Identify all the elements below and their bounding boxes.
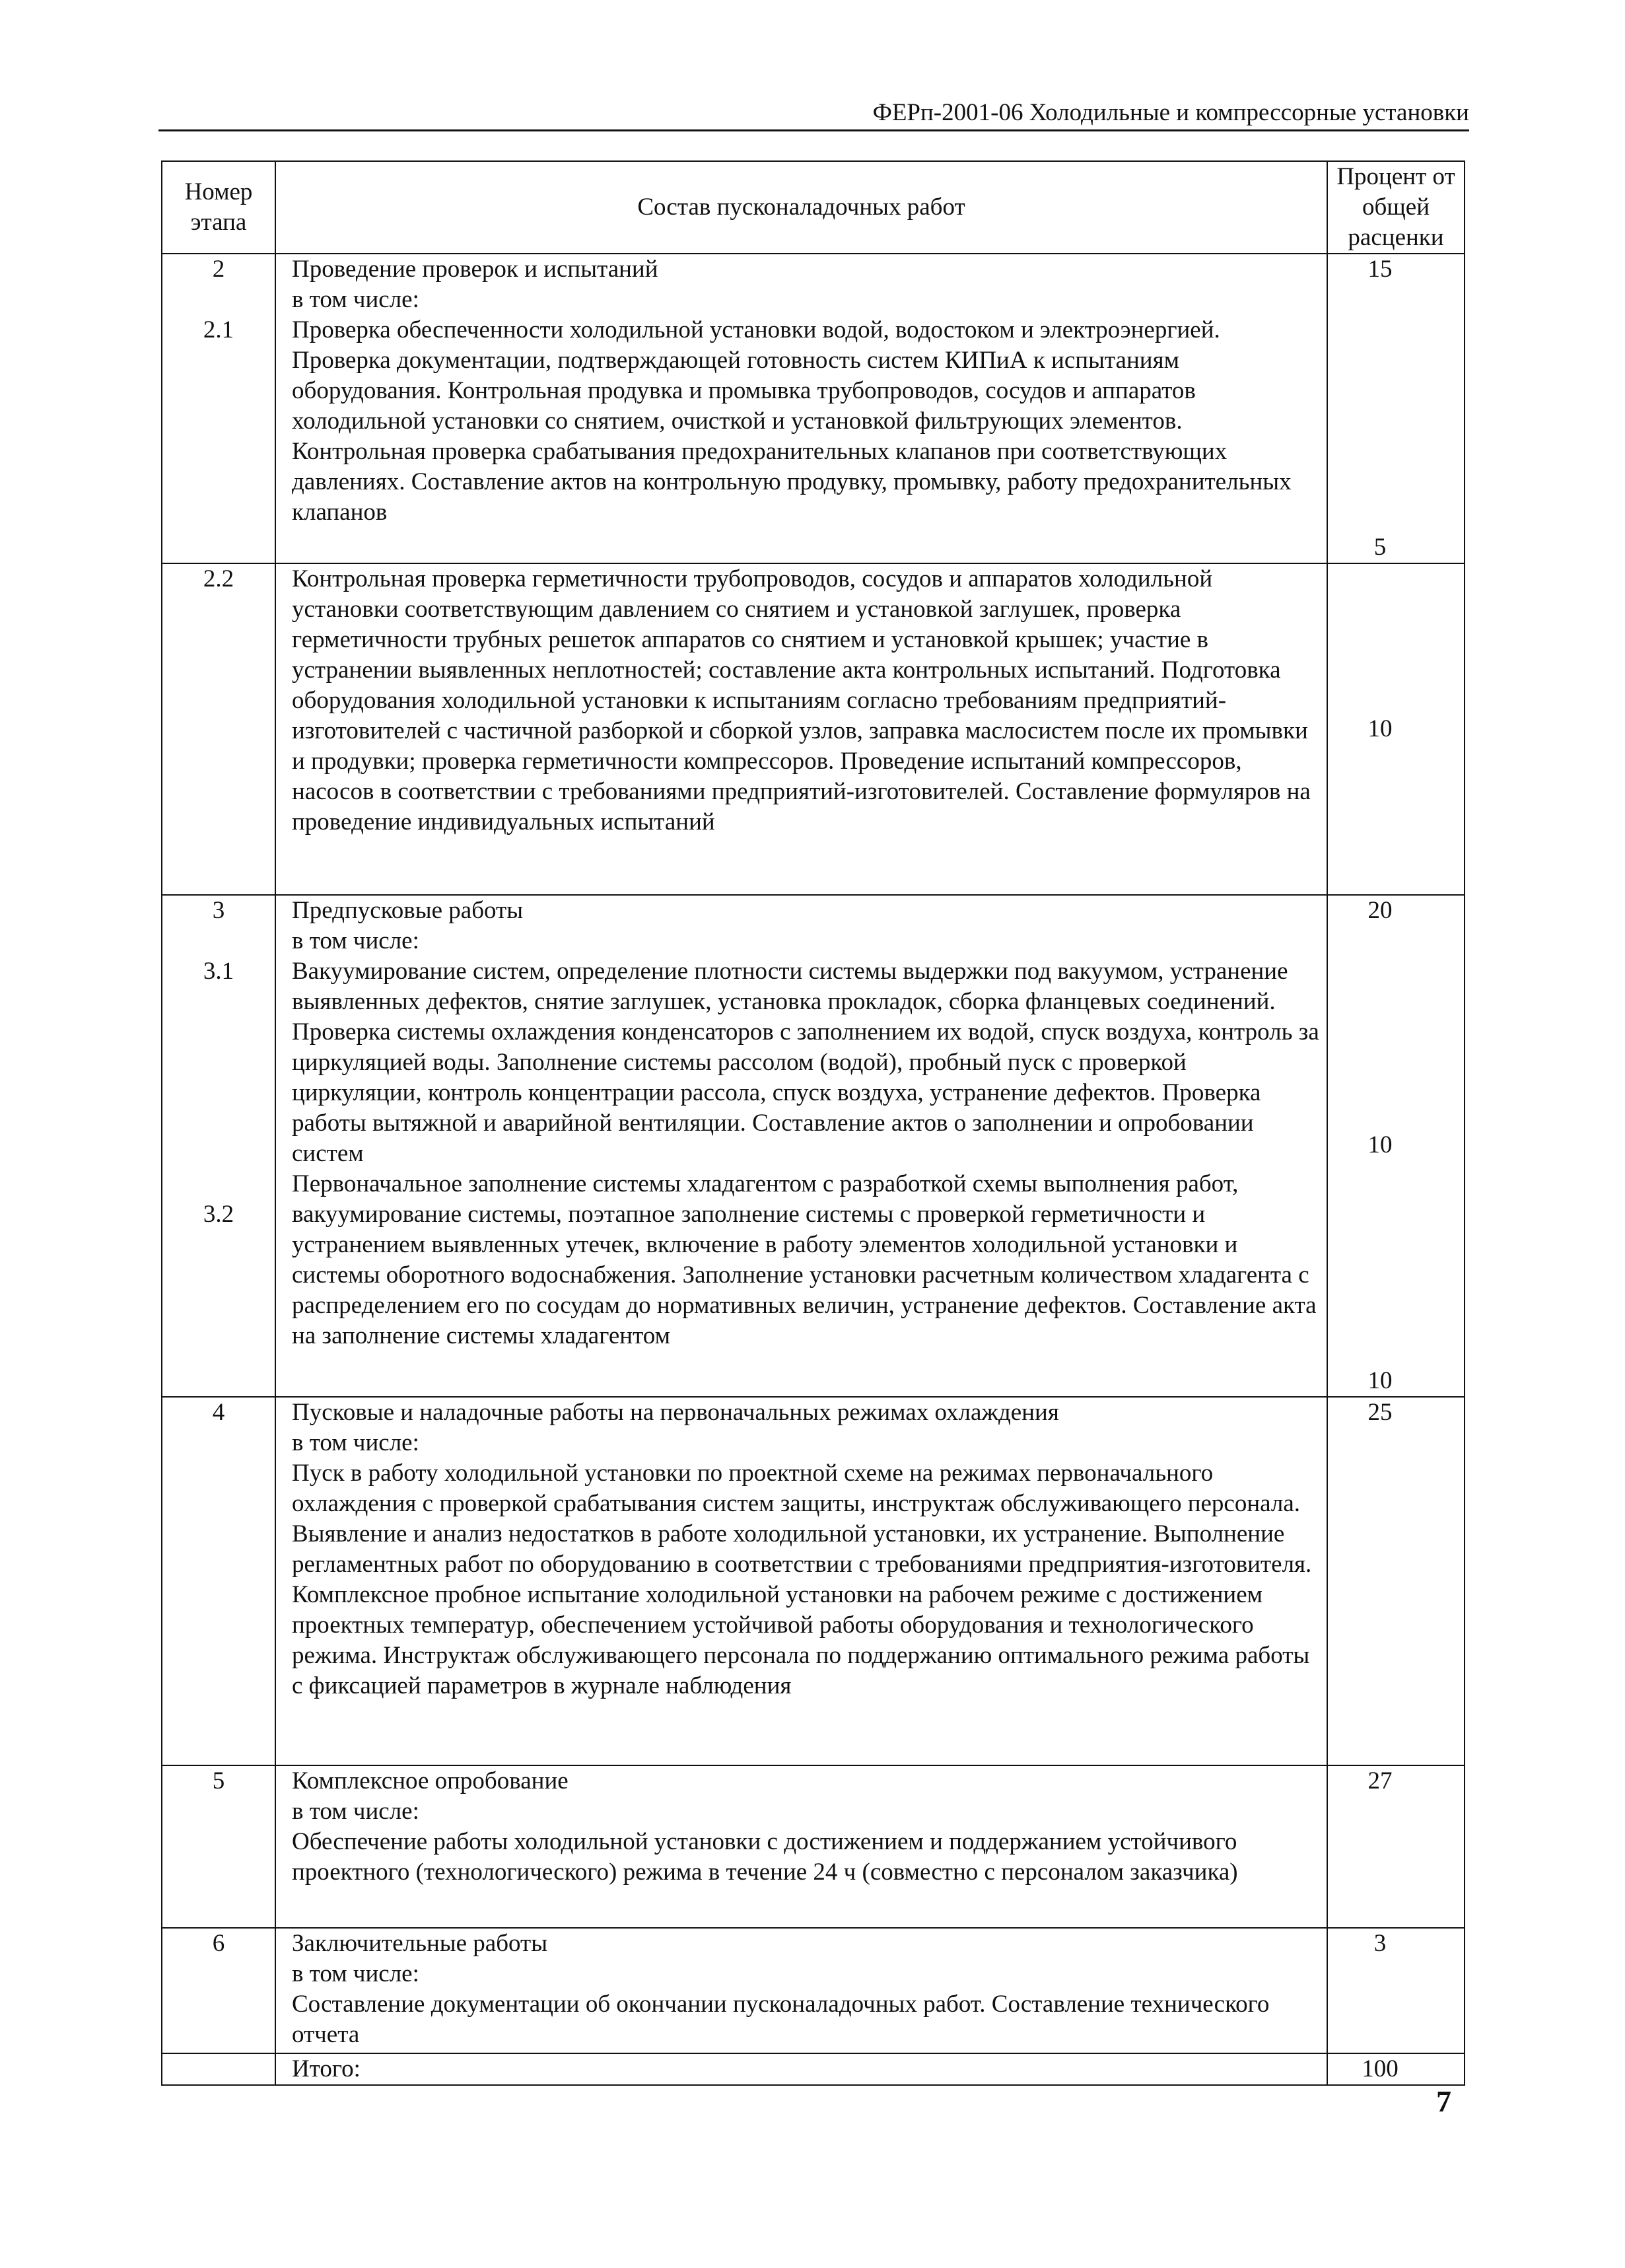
stage-content-cell	[275, 254, 1327, 563]
stage-description: Первоначальное заполнение системы хладагентом с разработкой схемы выполнения работ, вакуумирование системы, поэтапное заполнение системы с проверкой герметичности и устранением выявленных утечек, включение в работу элементов холодильной установки и системы оборотного водоснабжения. Заполнение установки расчетным количеством хладагента с распределением его по сосудам до нормативных величин, устранение дефектов. Составление акта на заполнение системы хладагентом	[292, 1170, 1317, 1349]
substage-number: 2.2	[203, 565, 234, 592]
stage-title: Проведение проверок и испытаний	[292, 256, 658, 283]
stage-title: Пусковые и наладочные работы на первоначальных режимах охлаждения	[292, 1399, 1059, 1426]
stage-number: 6	[212, 1930, 225, 1957]
stage-number-cell	[162, 1765, 275, 1928]
stage-percent-cell	[1327, 1928, 1465, 2053]
table-row	[162, 1397, 1465, 1765]
stage-content-cell	[275, 1765, 1327, 1928]
stage-number-cell	[162, 563, 275, 895]
substage-percent: 10	[1367, 715, 1393, 742]
stage-number-cell	[162, 1397, 275, 1765]
substage-percent: 10	[1367, 1367, 1393, 1394]
table-row	[162, 563, 1465, 895]
stage-percent: 3	[1373, 1930, 1387, 1957]
stage-number: 4	[212, 1399, 225, 1426]
stage-description: Контрольная проверка герметичности трубопроводов, сосудов и аппаратов холодильной установки соответствующим давлением со снятием и установкой заглушек, проверка герметичности трубных решеток аппаратов со снятием и установкой крышек; участие в устранении выявленных неплотностей; составление акта контрольных испытаний. Подготовка оборудования холодильной установки к испытаниям согласно требованиям предприятий-изготовителей с частичной разборкой и сборкой узлов, заправка маслосистем после их промывки и продувки; проверка герметичности компрессоров. Проведение испытаний компрессоров, насосов в соответствии с требованиями предприятий-изготовителей. Составление формуляров на проведение индивидуальных испытаний	[292, 565, 1311, 835]
table-row	[162, 254, 1465, 563]
table-row	[162, 1928, 1465, 2053]
stage-description: Проверка обеспеченности холодильной установки водой, водостоком и электроэнергией. Проверка документации, подтверждающей готовность систем КИПиА к испытаниям оборудования. Контрольная продувка и промывка трубопроводов, сосудов и аппаратов холодильной установки со снятием, очисткой и установкой фильтрующих элементов. Контрольная проверка срабатывания предохранительных клапанов при соответствующих давлениях. Составление актов на контрольную продувку, промывку, работу предохранительных клапанов	[292, 316, 1292, 526]
stage-title: Комплексное опробование	[292, 1767, 569, 1794]
total-label: Итого:	[275, 2053, 1327, 2085]
stage-percent: 25	[1367, 1399, 1393, 1426]
stage-description: Обеспечение работы холодильной установки с достижением и поддержанием устойчивого проектного (технологического) режима в течение 24 ч (совместно с персоналом заказчика)	[292, 1828, 1238, 1886]
page-number: 7	[1436, 2084, 1451, 2118]
column-header-content: Состав пусконаладочных работ	[275, 161, 1327, 254]
stage-content-cell	[275, 1397, 1327, 1765]
stage-description: Составление документации об окончании пусконаладочных работ. Составление технического отчета	[292, 1991, 1270, 2048]
column-header-percent: Процент от общей расценки	[1327, 161, 1465, 254]
including-label: в том числе:	[292, 1429, 419, 1456]
table-header-row	[162, 161, 1465, 254]
stage-description: Вакуумирование систем, определение плотности системы выдержки под вакуумом, устранение выявленных дефектов, снятие заглушек, установка прокладок, сборка фланцевых соединений. Проверка системы охлаждения конденсаторов с заполнением их водой, спуск воздуха, контроль за циркуляцией воды. Заполнение системы рассолом (водой), пробный пуск с проверкой циркуляции, контроль концентрации рассола, спуск воздуха, устранение дефектов. Проверка работы вытяжной и аварийной вентиляции. Составление актов о заполнении и опробовании систем	[292, 958, 1319, 1167]
stage-description: Пуск в работу холодильной установки по проектной схеме на режимах первоначального охлаждения с проверкой срабатывания систем защиты, инструктаж обслуживающего персонала. Выявление и анализ недостатков в работе холодильной установки, их устранение. Выполнение регламентных работ по оборудованию в соответствии с требованиями предприятия-изготовителя. Комплексное пробное испытание холодильной установки на рабочем режиме с достижением проектных температур, обеспечением устойчивой работы оборудования и технологического режима. Инструктаж обслуживающего персонала по поддержанию оптимального режима работы с фиксацией параметров в журнале наблюдения	[292, 1460, 1312, 1699]
stage-content-cell	[275, 1928, 1327, 2053]
stage-percent-cell	[1327, 563, 1465, 895]
stage-number-cell	[162, 895, 275, 1397]
substage-percent: 10	[1367, 1131, 1393, 1158]
stage-percent-cell	[1327, 254, 1465, 563]
total-row	[162, 2053, 1465, 2085]
stage-content-cell	[275, 563, 1327, 895]
substage-number: 3.1	[203, 958, 234, 985]
stage-number-cell	[162, 1928, 275, 2053]
table-row	[162, 895, 1465, 1397]
including-label: в том числе:	[292, 286, 419, 313]
stage-number-cell	[162, 254, 275, 563]
substage-number: 3.2	[203, 1201, 234, 1228]
stage-number: 3	[212, 897, 225, 924]
running-header: ФЕРп-2001-06 Холодильные и компрессорные установки	[158, 98, 1469, 131]
total-number-cell	[162, 2053, 275, 2085]
table-row	[162, 1765, 1465, 1928]
total-percent: 100	[1327, 2053, 1465, 2085]
including-label: в том числе:	[292, 1798, 419, 1825]
stage-title: Заключительные работы	[292, 1930, 548, 1957]
stages-table	[161, 160, 1465, 2086]
stage-percent-cell	[1327, 895, 1465, 1397]
including-label: в том числе:	[292, 927, 419, 954]
stage-number: 2	[212, 256, 225, 283]
substage-percent: 5	[1373, 534, 1387, 561]
stage-content-cell	[275, 895, 1327, 1397]
column-header-number: Номер этапа	[162, 161, 275, 254]
stage-percent: 20	[1367, 897, 1393, 924]
stage-percent-cell	[1327, 1397, 1465, 1765]
stage-percent: 27	[1367, 1767, 1393, 1794]
stage-title: Предпусковые работы	[292, 897, 524, 924]
stage-percent-cell	[1327, 1765, 1465, 1928]
substage-number: 2.1	[203, 316, 234, 343]
including-label: в том числе:	[292, 1960, 419, 1987]
stage-percent: 15	[1367, 256, 1393, 283]
stage-number: 5	[212, 1767, 225, 1794]
